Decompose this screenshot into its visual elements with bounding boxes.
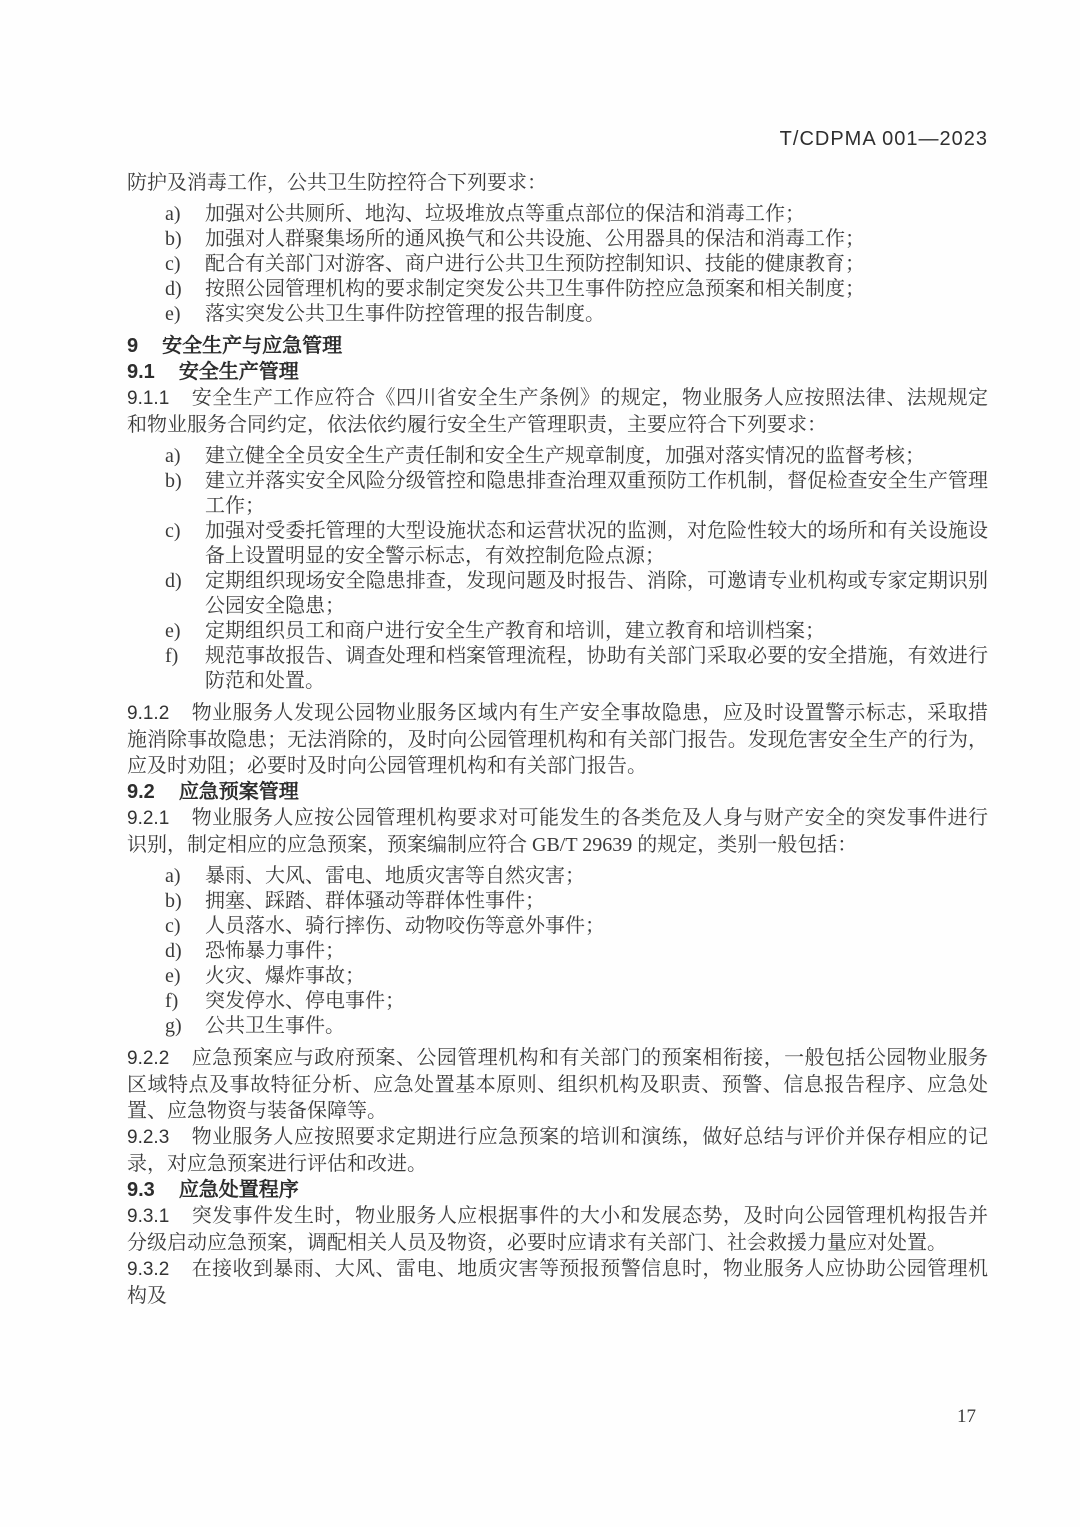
- section-title: 安全生产与应急管理: [162, 335, 343, 357]
- list-item: [127, 914, 988, 939]
- list-item-text: 建立健全全员安全生产责任制和安全生产规章制度，加强对落实情况的监督考核；: [205, 445, 925, 467]
- clause-paragraph: [127, 385, 988, 438]
- list-item-marker: d): [165, 570, 182, 592]
- list-item-text: 定期组织现场安全隐患排查，发现问题及时报告、消除，可邀请专业机构或专家定期识别公园安全隐患；: [205, 570, 988, 617]
- list-item-text: 公共卫生事件。: [205, 1015, 345, 1037]
- clause-text: 物业服务人应按照要求定期进行应急预案的培训和演练，做好总结与评价并保存相应的记录，对应急预案进行评估和改进。: [127, 1126, 988, 1175]
- clause-paragraph: [127, 1256, 988, 1309]
- clause-paragraph: [127, 700, 988, 779]
- list-item-text: 加强对受委托管理的大型设施状态和运营状况的监测，对危险性较大的场所和有关设施设备上设置明显的安全警示标志，有效控制危险点源；: [205, 520, 988, 567]
- clause-paragraph: [127, 1203, 988, 1256]
- clause-paragraph: [127, 1045, 988, 1124]
- list-item: [127, 569, 988, 619]
- list-item-text: 配合有关部门对游客、商户进行公共卫生预防控制知识、技能的健康教育；: [205, 253, 865, 275]
- section-heading: [127, 333, 988, 359]
- list-item-text: 定期组织员工和商户进行安全生产教育和培训，建立教育和培训档案；: [205, 620, 825, 642]
- section-title: 安全生产管理: [178, 361, 299, 383]
- page-number: 17: [957, 1406, 976, 1427]
- list-item-marker: a): [165, 865, 181, 887]
- list-item-text: 暴雨、大风、雷电、地质灾害等自然灾害；: [205, 865, 585, 887]
- list-item-text: 规范事故报告、调查处理和档案管理流程，协助有关部门采取必要的安全措施，有效进行防范和处置。: [205, 645, 988, 692]
- list-item: [127, 469, 988, 519]
- lettered-list: [127, 864, 988, 1039]
- list-item-text: 按照公园管理机构的要求制定突发公共卫生事件防控应急预案和相关制度；: [205, 278, 865, 300]
- list-item: [127, 864, 988, 889]
- list-item-text: 恐怖暴力事件；: [205, 940, 345, 962]
- list-item-marker: c): [165, 915, 181, 937]
- lettered-list: [127, 444, 988, 694]
- list-item-marker: e): [165, 965, 181, 987]
- clause-number: 9.1.1: [127, 388, 170, 409]
- list-item: [127, 889, 988, 914]
- list-item-marker: d): [165, 940, 182, 962]
- clause-number: 9.2.3: [127, 1127, 170, 1148]
- clause-paragraph: [127, 1124, 988, 1177]
- standard-doc-code: T/CDPMA 001—2023: [779, 128, 988, 150]
- clause-number: 9.3.2: [127, 1259, 170, 1280]
- lettered-list: [127, 202, 988, 327]
- section-number: 9.1: [127, 361, 155, 383]
- list-item-marker: f): [165, 645, 179, 667]
- section-heading: [127, 1177, 988, 1203]
- body-paragraph: 防护及消毒工作，公共卫生防控符合下列要求：: [127, 172, 547, 194]
- clause-number: 9.2.1: [127, 808, 170, 829]
- list-item: [127, 202, 988, 227]
- list-item-marker: e): [165, 303, 181, 325]
- document-content: [127, 170, 988, 1309]
- section-number: 9.2: [127, 781, 155, 803]
- clause-text: 物业服务人发现公园物业服务区域内有生产安全事故隐患，应及时设置警示标志，采取措施消除事故隐患；无法消除的，及时向公园管理机构和有关部门报告。发现危害安全生产的行为，应及时劝阻；必要时及时向公园管理机构和有关部门报告。: [127, 702, 988, 777]
- page-footer: [957, 1406, 976, 1428]
- section-heading: [127, 359, 988, 385]
- list-item: [127, 519, 988, 569]
- list-item-marker: c): [165, 253, 181, 275]
- list-item-marker: e): [165, 620, 181, 642]
- clause-text: 安全生产工作应符合《四川省安全生产条例》的规定，物业服务人应按照法律、法规规定和物业服务合同约定，依法依约履行安全生产管理职责，主要应符合下列要求：: [127, 387, 988, 436]
- list-item-marker: a): [165, 445, 181, 467]
- list-item-text: 突发停水、停电事件；: [205, 990, 405, 1012]
- list-item-marker: b): [165, 470, 182, 492]
- list-item: [127, 277, 988, 302]
- list-item-marker: a): [165, 203, 181, 225]
- list-item: [127, 1014, 988, 1039]
- list-item: [127, 964, 988, 989]
- list-item: [127, 939, 988, 964]
- section-number: 9: [127, 335, 139, 357]
- clause-paragraph: [127, 805, 988, 858]
- list-item: [127, 619, 988, 644]
- section-title: 应急处置程序: [178, 1179, 299, 1201]
- list-item-text: 人员落水、骑行摔伤、动物咬伤等意外事件；: [205, 915, 605, 937]
- list-item: [127, 444, 988, 469]
- clause-number: 9.1.2: [127, 703, 170, 724]
- list-item-marker: b): [165, 890, 182, 912]
- clause-text: 在接收到暴雨、大风、雷电、地质灾害等预报预警信息时，物业服务人应协助公园管理机构及: [127, 1258, 988, 1307]
- list-item: [127, 644, 988, 694]
- list-item-text: 拥塞、踩踏、群体骚动等群体性事件；: [205, 890, 545, 912]
- section-title: 应急预案管理: [178, 781, 299, 803]
- list-item-marker: c): [165, 520, 181, 542]
- list-item-text: 加强对人群聚集场所的通风换气和公共设施、公用器具的保洁和消毒工作；: [205, 228, 865, 250]
- list-item-marker: f): [165, 990, 179, 1012]
- list-item-text: 落实突发公共卫生事件防控管理的报告制度。: [205, 303, 605, 325]
- clause-number: 9.2.2: [127, 1048, 170, 1069]
- list-item: [127, 227, 988, 252]
- clause-number: 9.3.1: [127, 1206, 170, 1227]
- list-item-text: 火灾、爆炸事故；: [205, 965, 365, 987]
- list-item-marker: g): [165, 1015, 182, 1037]
- section-number: 9.3: [127, 1179, 155, 1201]
- list-item-marker: d): [165, 278, 182, 300]
- page-header: [127, 128, 988, 151]
- list-item: [127, 252, 988, 277]
- list-item: [127, 302, 988, 327]
- clause-text: 物业服务人应按公园管理机构要求对可能发生的各类危及人身与财产安全的突发事件进行识别，制定相应的应急预案，预案编制应符合 GB/T 29639 的规定，类别一般包括：: [127, 807, 988, 856]
- clause-text: 应急预案应与政府预案、公园管理机构和有关部门的预案相衔接，一般包括公园物业服务区域特点及事故特征分析、应急处置基本原则、组织机构及职责、预警、信息报告程序、应急处置、应急物资与装备保障等。: [127, 1047, 988, 1122]
- list-item-text: 建立并落实安全风险分级管控和隐患排查治理双重预防工作机制，督促检查安全生产管理工作；: [205, 470, 988, 517]
- list-item-marker: b): [165, 228, 182, 250]
- list-item: [127, 989, 988, 1014]
- clause-text: 突发事件发生时，物业服务人应根据事件的大小和发展态势，及时向公园管理机构报告并分级启动应急预案，调配相关人员及物资，必要时应请求有关部门、社会救援力量应对处置。: [127, 1205, 988, 1254]
- section-heading: [127, 779, 988, 805]
- list-item-text: 加强对公共厕所、地沟、垃圾堆放点等重点部位的保洁和消毒工作；: [205, 203, 805, 225]
